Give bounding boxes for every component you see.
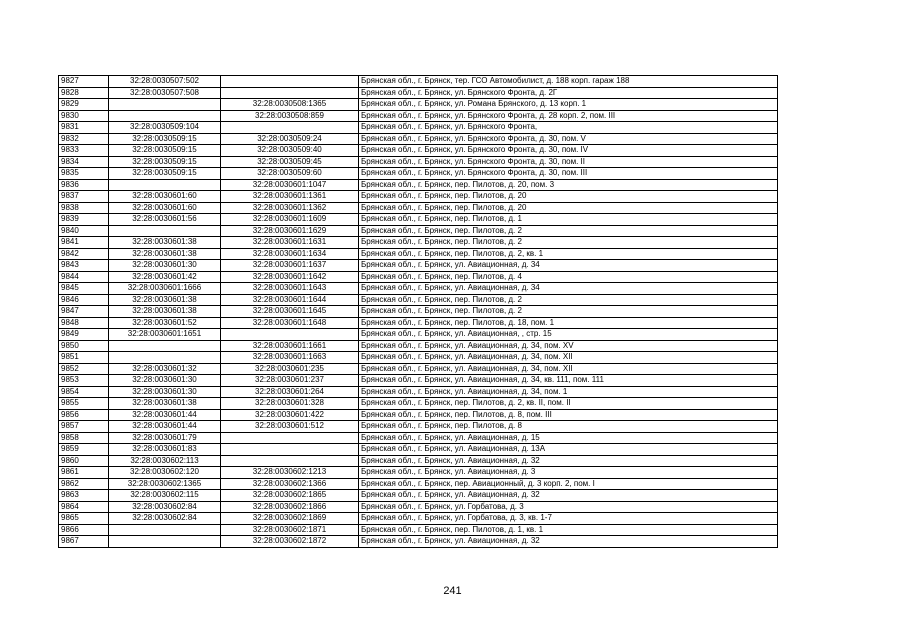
object-number-cell: 32:28:0030601:328 — [221, 398, 359, 410]
parcel-number-cell: 32:28:0030601:60 — [109, 202, 221, 214]
table-row — [59, 283, 778, 295]
address-cell: Брянская обл., г. Брянск, ул. Горбатова, д. 3 — [359, 501, 778, 513]
row-number-cell: 9838 — [59, 202, 109, 214]
table-row — [59, 248, 778, 260]
address-cell: Брянская обл., г. Брянск, пер. Пилотов, д. 2 — [359, 237, 778, 249]
address-cell: Брянская обл., г. Брянск, ул. Брянского Фронта, — [359, 122, 778, 134]
table-row — [59, 317, 778, 329]
row-number-cell: 9837 — [59, 191, 109, 203]
parcel-number-cell: 32:28:0030601:38 — [109, 237, 221, 249]
object-number-cell: 32:28:0030601:1631 — [221, 237, 359, 249]
table-row — [59, 145, 778, 157]
parcel-number-cell — [109, 110, 221, 122]
registry-table — [58, 75, 778, 548]
address-cell: Брянская обл., г. Брянск, пер. Авиационный, д. 3 корп. 2, пом. I — [359, 478, 778, 490]
row-number-cell: 9827 — [59, 76, 109, 88]
row-number-cell: 9852 — [59, 363, 109, 375]
table-row — [59, 398, 778, 410]
page-number: 241 — [443, 585, 462, 597]
row-number-cell: 9839 — [59, 214, 109, 226]
table-row — [59, 225, 778, 237]
row-number-cell: 9858 — [59, 432, 109, 444]
parcel-number-cell: 32:28:0030602:113 — [109, 455, 221, 467]
object-number-cell: 32:28:0030601:1362 — [221, 202, 359, 214]
address-cell: Брянская обл., г. Брянск, ул. Авиационная, д. 34 — [359, 283, 778, 295]
object-number-cell: 32:28:0030509:60 — [221, 168, 359, 180]
table-row — [59, 455, 778, 467]
address-cell: Брянская обл., г. Брянск, ул. Авиационная, д. 34, пом. XII — [359, 352, 778, 364]
table-row — [59, 271, 778, 283]
object-number-cell: 32:28:0030601:264 — [221, 386, 359, 398]
parcel-number-cell: 32:28:0030509:15 — [109, 168, 221, 180]
table-row — [59, 122, 778, 134]
object-number-cell: 32:28:0030602:1366 — [221, 478, 359, 490]
parcel-number-cell: 32:28:0030602:1365 — [109, 478, 221, 490]
object-number-cell: 32:28:0030601:1661 — [221, 340, 359, 352]
address-cell: Брянская обл., г. Брянск, ул. Брянского Фронта, д. 30, пом. II — [359, 156, 778, 168]
address-cell: Брянская обл., г. Брянск, пер. Пилотов, д. 20 — [359, 202, 778, 214]
address-cell: Брянская обл., г. Брянск, пер. Пилотов, д. 8 — [359, 421, 778, 433]
table-row — [59, 444, 778, 456]
object-number-cell: 32:28:0030601:1663 — [221, 352, 359, 364]
table-row — [59, 76, 778, 88]
object-number-cell: 32:28:0030602:1869 — [221, 513, 359, 525]
parcel-number-cell: 32:28:0030601:1651 — [109, 329, 221, 341]
object-number-cell: 32:28:0030601:422 — [221, 409, 359, 421]
row-number-cell: 9855 — [59, 398, 109, 410]
row-number-cell: 9850 — [59, 340, 109, 352]
parcel-number-cell: 32:28:0030601:83 — [109, 444, 221, 456]
table-row — [59, 99, 778, 111]
address-cell: Брянская обл., г. Брянск, ул. Авиационная, д. 34, кв. 111, пом. 111 — [359, 375, 778, 387]
row-number-cell: 9835 — [59, 168, 109, 180]
address-cell: Брянская обл., г. Брянск, ул. Авиационная, д. 34 — [359, 260, 778, 272]
object-number-cell: 32:28:0030601:1643 — [221, 283, 359, 295]
address-cell: Брянская обл., г. Брянск, пер. Пилотов, д. 8, пом. III — [359, 409, 778, 421]
table-row — [59, 133, 778, 145]
table-row — [59, 168, 778, 180]
object-number-cell — [221, 455, 359, 467]
row-number-cell: 9836 — [59, 179, 109, 191]
parcel-number-cell: 32:28:0030601:30 — [109, 260, 221, 272]
address-cell: Брянская обл., г. Брянск, ул. Брянского Фронта, д. 30, пом. III — [359, 168, 778, 180]
table-row — [59, 306, 778, 318]
parcel-number-cell: 32:28:0030602:84 — [109, 501, 221, 513]
row-number-cell: 9844 — [59, 271, 109, 283]
table-row — [59, 432, 778, 444]
row-number-cell: 9857 — [59, 421, 109, 433]
row-number-cell: 9863 — [59, 490, 109, 502]
object-number-cell: 32:28:0030601:1361 — [221, 191, 359, 203]
address-cell: Брянская обл., г. Брянск, ул. Авиационная, д. 32 — [359, 455, 778, 467]
row-number-cell: 9841 — [59, 237, 109, 249]
row-number-cell: 9854 — [59, 386, 109, 398]
row-number-cell: 9834 — [59, 156, 109, 168]
parcel-number-cell: 32:28:0030601:1666 — [109, 283, 221, 295]
address-cell: Брянская обл., г. Брянск, ул. Авиационная, д. 3 — [359, 467, 778, 479]
object-number-cell: 32:28:0030601:512 — [221, 421, 359, 433]
object-number-cell: 32:28:0030601:1637 — [221, 260, 359, 272]
object-number-cell: 32:28:0030601:1642 — [221, 271, 359, 283]
parcel-number-cell — [109, 225, 221, 237]
table-row — [59, 179, 778, 191]
object-number-cell: 32:28:0030509:45 — [221, 156, 359, 168]
parcel-number-cell: 32:28:0030601:30 — [109, 375, 221, 387]
object-number-cell: 32:28:0030602:1866 — [221, 501, 359, 513]
parcel-number-cell: 32:28:0030601:52 — [109, 317, 221, 329]
address-cell: Брянская обл., г. Брянск, ул. Брянского Фронта, д. 2Г — [359, 87, 778, 99]
row-number-cell: 9829 — [59, 99, 109, 111]
object-number-cell: 32:28:0030601:1629 — [221, 225, 359, 237]
parcel-number-cell: 32:28:0030601:30 — [109, 386, 221, 398]
address-cell: Брянская обл., г. Брянск, пер. Пилотов, д. 1, кв. 1 — [359, 524, 778, 536]
row-number-cell: 9846 — [59, 294, 109, 306]
table-row — [59, 386, 778, 398]
parcel-number-cell: 32:28:0030601:56 — [109, 214, 221, 226]
object-number-cell — [221, 76, 359, 88]
object-number-cell: 32:28:0030602:1213 — [221, 467, 359, 479]
row-number-cell: 9865 — [59, 513, 109, 525]
object-number-cell — [221, 444, 359, 456]
row-number-cell: 9859 — [59, 444, 109, 456]
object-number-cell: 32:28:0030601:1047 — [221, 179, 359, 191]
parcel-number-cell: 32:28:0030602:84 — [109, 513, 221, 525]
object-number-cell: 32:28:0030601:237 — [221, 375, 359, 387]
table-row — [59, 237, 778, 249]
row-number-cell: 9849 — [59, 329, 109, 341]
parcel-number-cell: 32:28:0030601:38 — [109, 306, 221, 318]
row-number-cell: 9864 — [59, 501, 109, 513]
table-row — [59, 329, 778, 341]
parcel-number-cell: 32:28:0030601:44 — [109, 421, 221, 433]
address-cell: Брянская обл., г. Брянск, пер. Пилотов, д. 2 — [359, 294, 778, 306]
table-row — [59, 478, 778, 490]
object-number-cell: 32:28:0030601:1634 — [221, 248, 359, 260]
address-cell: Брянская обл., г. Брянск, пер. Пилотов, д. 1 — [359, 214, 778, 226]
row-number-cell: 9848 — [59, 317, 109, 329]
parcel-number-cell — [109, 524, 221, 536]
address-cell: Брянская обл., г. Брянск, ул. Брянского Фронта, д. 30, пом. V — [359, 133, 778, 145]
object-number-cell: 32:28:0030509:24 — [221, 133, 359, 145]
table-row — [59, 260, 778, 272]
table-row — [59, 375, 778, 387]
table-row — [59, 513, 778, 525]
object-number-cell: 32:28:0030509:40 — [221, 145, 359, 157]
object-number-cell — [221, 122, 359, 134]
address-cell: Брянская обл., г. Брянск, пер. Пилотов, д. 2, кв. II, пом. II — [359, 398, 778, 410]
row-number-cell: 9853 — [59, 375, 109, 387]
parcel-number-cell: 32:28:0030602:120 — [109, 467, 221, 479]
parcel-number-cell — [109, 536, 221, 548]
row-number-cell: 9862 — [59, 478, 109, 490]
parcel-number-cell: 32:28:0030601:79 — [109, 432, 221, 444]
parcel-number-cell: 32:28:0030509:15 — [109, 145, 221, 157]
address-cell: Брянская обл., г. Брянск, ул. Авиационная, д. 34, пом. XII — [359, 363, 778, 375]
parcel-number-cell: 32:28:0030601:44 — [109, 409, 221, 421]
object-number-cell — [221, 87, 359, 99]
parcel-number-cell — [109, 99, 221, 111]
parcel-number-cell: 32:28:0030601:42 — [109, 271, 221, 283]
object-number-cell: 32:28:0030601:1644 — [221, 294, 359, 306]
object-number-cell: 32:28:0030601:1645 — [221, 306, 359, 318]
address-cell: Брянская обл., г. Брянск, пер. Пилотов, д. 2 — [359, 306, 778, 318]
address-cell: Брянская обл., г. Брянск, ул. Авиационная, д. 32 — [359, 490, 778, 502]
table-row — [59, 467, 778, 479]
row-number-cell: 9830 — [59, 110, 109, 122]
object-number-cell: 32:28:0030508:859 — [221, 110, 359, 122]
row-number-cell: 9860 — [59, 455, 109, 467]
parcel-number-cell: 32:28:0030509:104 — [109, 122, 221, 134]
object-number-cell: 32:28:0030601:1609 — [221, 214, 359, 226]
address-cell: Брянская обл., г. Брянск, ул. Авиационная, д. 34, пом. XV — [359, 340, 778, 352]
object-number-cell — [221, 329, 359, 341]
table-row — [59, 156, 778, 168]
parcel-number-cell: 32:28:0030602:115 — [109, 490, 221, 502]
table-row — [59, 202, 778, 214]
row-number-cell: 9833 — [59, 145, 109, 157]
parcel-number-cell: 32:28:0030601:38 — [109, 248, 221, 260]
object-number-cell: 32:28:0030508:1365 — [221, 99, 359, 111]
table-row — [59, 340, 778, 352]
row-number-cell: 9866 — [59, 524, 109, 536]
address-cell: Брянская обл., г. Брянск, ул. Брянского Фронта, д. 28 корп. 2, пом. III — [359, 110, 778, 122]
row-number-cell: 9842 — [59, 248, 109, 260]
parcel-number-cell: 32:28:0030509:15 — [109, 156, 221, 168]
parcel-number-cell: 32:28:0030601:32 — [109, 363, 221, 375]
row-number-cell: 9861 — [59, 467, 109, 479]
parcel-number-cell — [109, 340, 221, 352]
table-row — [59, 490, 778, 502]
object-number-cell — [221, 432, 359, 444]
address-cell: Брянская обл., г. Брянск, ул. Авиационная, д. 32 — [359, 536, 778, 548]
row-number-cell: 9847 — [59, 306, 109, 318]
parcel-number-cell: 32:28:0030601:38 — [109, 294, 221, 306]
parcel-number-cell — [109, 179, 221, 191]
object-number-cell: 32:28:0030601:235 — [221, 363, 359, 375]
table-row — [59, 191, 778, 203]
table-row — [59, 294, 778, 306]
address-cell: Брянская обл., г. Брянск, ул. Авиационная, , стр. 15 — [359, 329, 778, 341]
row-number-cell: 9867 — [59, 536, 109, 548]
row-number-cell: 9832 — [59, 133, 109, 145]
table-row — [59, 87, 778, 99]
row-number-cell: 9840 — [59, 225, 109, 237]
row-number-cell: 9851 — [59, 352, 109, 364]
table-row — [59, 501, 778, 513]
registry-table-body — [59, 76, 778, 548]
address-cell: Брянская обл., г. Брянск, ул. Романа Брянского, д. 13 корп. 1 — [359, 99, 778, 111]
parcel-number-cell: 32:28:0030507:508 — [109, 87, 221, 99]
address-cell: Брянская обл., г. Брянск, пер. Пилотов, д. 20, пом. 3 — [359, 179, 778, 191]
parcel-number-cell: 32:28:0030507:502 — [109, 76, 221, 88]
address-cell: Брянская обл., г. Брянск, ул. Брянского Фронта, д. 30, пом. IV — [359, 145, 778, 157]
object-number-cell: 32:28:0030602:1871 — [221, 524, 359, 536]
row-number-cell: 9843 — [59, 260, 109, 272]
parcel-number-cell: 32:28:0030601:38 — [109, 398, 221, 410]
parcel-number-cell — [109, 352, 221, 364]
address-cell: Брянская обл., г. Брянск, ул. Авиационная, д. 13А — [359, 444, 778, 456]
table-row — [59, 536, 778, 548]
table-row — [59, 363, 778, 375]
table-row — [59, 421, 778, 433]
address-cell: Брянская обл., г. Брянск, тер. ГСО Автомобилист, д. 188 корп. гараж 188 — [359, 76, 778, 88]
object-number-cell: 32:28:0030602:1872 — [221, 536, 359, 548]
row-number-cell: 9845 — [59, 283, 109, 295]
row-number-cell: 9828 — [59, 87, 109, 99]
address-cell: Брянская обл., г. Брянск, ул. Авиационная, д. 15 — [359, 432, 778, 444]
address-cell: Брянская обл., г. Брянск, пер. Пилотов, д. 2, кв. 1 — [359, 248, 778, 260]
table-row — [59, 409, 778, 421]
parcel-number-cell: 32:28:0030601:60 — [109, 191, 221, 203]
address-cell: Брянская обл., г. Брянск, пер. Пилотов, д. 18, пом. 1 — [359, 317, 778, 329]
address-cell: Брянская обл., г. Брянск, пер. Пилотов, д. 2 — [359, 225, 778, 237]
table-row — [59, 214, 778, 226]
table-row — [59, 110, 778, 122]
address-cell: Брянская обл., г. Брянск, ул. Авиационная, д. 34, пом. 1 — [359, 386, 778, 398]
address-cell: Брянская обл., г. Брянск, пер. Пилотов, д. 4 — [359, 271, 778, 283]
object-number-cell: 32:28:0030601:1648 — [221, 317, 359, 329]
table-row — [59, 524, 778, 536]
row-number-cell: 9831 — [59, 122, 109, 134]
parcel-number-cell: 32:28:0030509:15 — [109, 133, 221, 145]
address-cell: Брянская обл., г. Брянск, пер. Пилотов, д. 20 — [359, 191, 778, 203]
object-number-cell: 32:28:0030602:1865 — [221, 490, 359, 502]
table-row — [59, 352, 778, 364]
address-cell: Брянская обл., г. Брянск, ул. Горбатова, д. 3, кв. 1-7 — [359, 513, 778, 525]
row-number-cell: 9856 — [59, 409, 109, 421]
